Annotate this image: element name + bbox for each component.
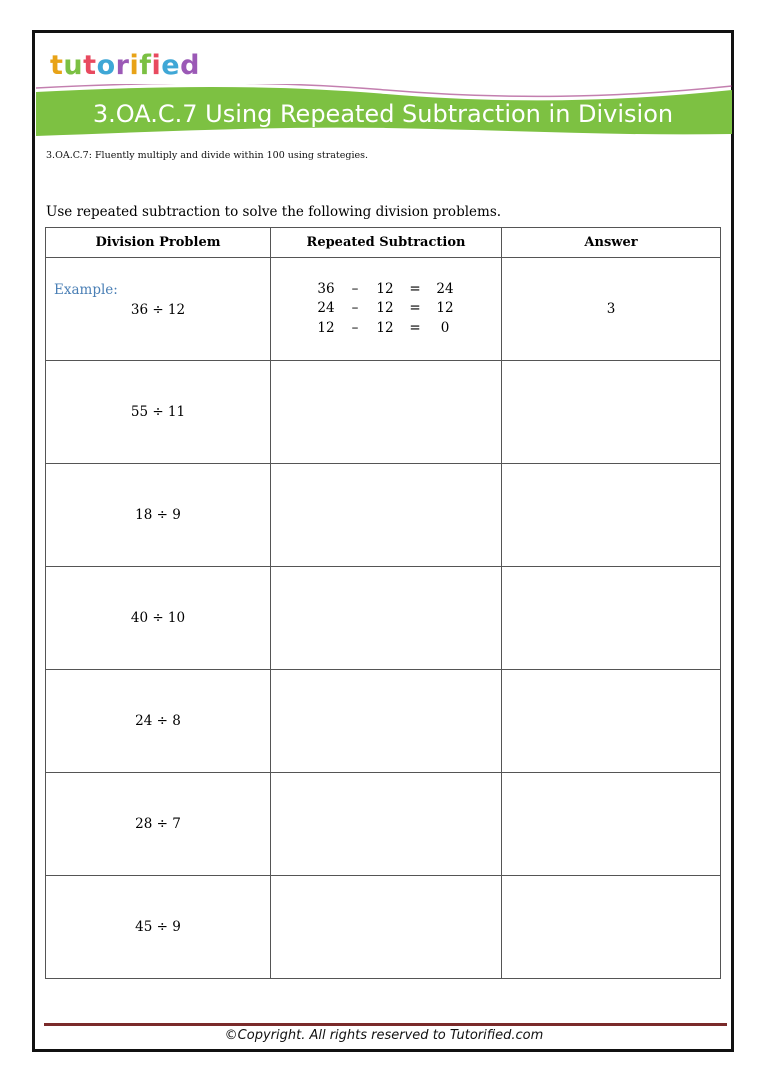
subtraction-steps <box>312 280 460 339</box>
example-answer-cell: 3 <box>502 258 721 361</box>
problem-row <box>46 670 721 773</box>
footer-divider <box>44 1023 727 1026</box>
logo-letter: t <box>83 50 97 81</box>
problem-row <box>46 567 721 670</box>
example-subtraction-cell <box>271 258 502 361</box>
problem-row <box>46 361 721 464</box>
subtraction-step <box>312 299 460 319</box>
example-problem-cell <box>46 258 271 361</box>
division-problem: 40 ÷ 10 <box>46 567 271 670</box>
standard-description: 3.OA.C.7: Fluently multiply and divide within 100 using strategies. <box>46 150 368 161</box>
step-subtrahend: 12 <box>376 280 394 297</box>
answer-blank[interactable] <box>502 464 721 567</box>
equals-sign: = <box>409 319 421 336</box>
example-problem: 36 ÷ 12 <box>130 302 186 318</box>
step-result: 24 <box>436 280 454 297</box>
logo-letter: o <box>96 50 116 81</box>
example-row <box>46 258 721 361</box>
division-problem: 18 ÷ 9 <box>46 464 271 567</box>
logo-letter: t <box>50 50 64 81</box>
repeated-subtraction-blank[interactable] <box>271 876 502 979</box>
step-minuend: 24 <box>317 300 335 317</box>
division-problem: 28 ÷ 7 <box>46 773 271 876</box>
problem-row <box>46 876 721 979</box>
repeated-subtraction-blank[interactable] <box>271 464 502 567</box>
step-minuend: 36 <box>317 280 335 297</box>
tutorified-logo <box>50 46 200 86</box>
answer-blank[interactable] <box>502 876 721 979</box>
logo-letter: e <box>161 50 181 81</box>
worksheet-table <box>45 227 721 979</box>
header-repeated-subtraction: Repeated Subtraction <box>271 228 502 258</box>
problem-row <box>46 464 721 567</box>
logo-letter: i <box>129 50 140 81</box>
logo-letter: f <box>139 50 152 81</box>
logo-letter: r <box>115 50 130 81</box>
repeated-subtraction-blank[interactable] <box>271 567 502 670</box>
division-problem: 55 ÷ 11 <box>46 361 271 464</box>
repeated-subtraction-blank[interactable] <box>271 773 502 876</box>
logo-letter: u <box>63 50 84 81</box>
division-problem: 24 ÷ 8 <box>46 670 271 773</box>
minus-sign: – <box>351 319 359 336</box>
page-title: 3.OA.C.7 Using Repeated Subtraction in Division <box>92 100 674 128</box>
answer-blank[interactable] <box>502 773 721 876</box>
answer-blank[interactable] <box>502 361 721 464</box>
step-minuend: 12 <box>317 319 335 336</box>
table-header-row <box>46 228 721 258</box>
header-division-problem: Division Problem <box>46 228 271 258</box>
repeated-subtraction-blank[interactable] <box>271 361 502 464</box>
answer-blank[interactable] <box>502 670 721 773</box>
step-result: 0 <box>440 319 450 336</box>
subtraction-step <box>312 280 460 300</box>
answer-blank[interactable] <box>502 567 721 670</box>
minus-sign: – <box>351 280 359 297</box>
copyright-notice: ©Copyright. All rights reserved to Tutorified.com <box>224 1028 544 1043</box>
logo-letter: d <box>180 50 200 81</box>
problem-row <box>46 773 721 876</box>
step-subtrahend: 12 <box>376 319 394 336</box>
repeated-subtraction-blank[interactable] <box>271 670 502 773</box>
logo-letter: i <box>151 50 162 81</box>
step-subtrahend: 12 <box>376 300 394 317</box>
equals-sign: = <box>409 280 421 297</box>
subtraction-step <box>312 319 460 339</box>
instructions: Use repeated subtraction to solve the following division problems. <box>46 204 502 220</box>
equals-sign: = <box>409 300 421 317</box>
header-answer: Answer <box>502 228 721 258</box>
example-label: Example: <box>54 282 118 298</box>
division-problem: 45 ÷ 9 <box>46 876 271 979</box>
minus-sign: – <box>351 300 359 317</box>
step-result: 12 <box>436 300 454 317</box>
